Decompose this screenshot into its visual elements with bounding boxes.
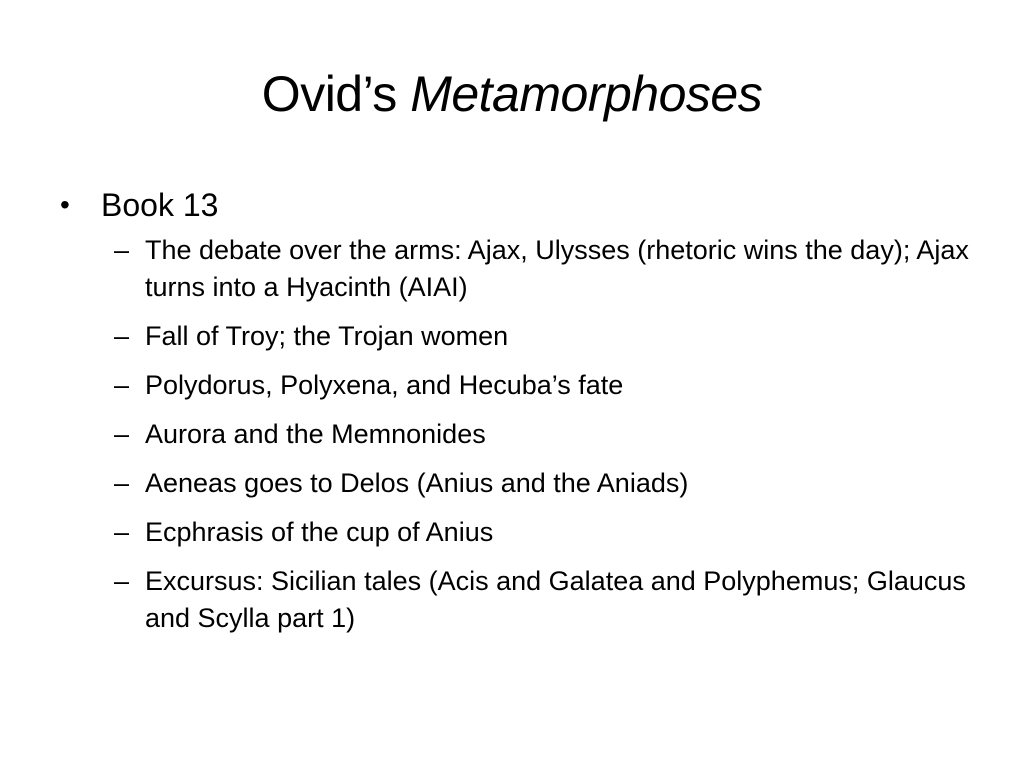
main-bullet bbox=[56, 182, 976, 228]
dash-icon: – bbox=[114, 419, 130, 449]
sub-bullet-item bbox=[56, 318, 976, 355]
slide-title bbox=[0, 62, 1024, 126]
dash-icon: – bbox=[114, 370, 130, 400]
dash-icon: – bbox=[114, 468, 130, 498]
sub-bullet-text: Aurora and the Memnonides bbox=[145, 419, 486, 449]
sub-bullet-text: Fall of Troy; the Trojan women bbox=[145, 321, 509, 351]
title-italic: Metamorphoses bbox=[410, 66, 763, 122]
sub-bullet-item bbox=[56, 367, 976, 404]
sub-bullet-item bbox=[56, 514, 976, 551]
main-bullet-text: Book 13 bbox=[101, 187, 219, 223]
dash-icon: – bbox=[114, 566, 130, 596]
sub-bullet-item bbox=[56, 232, 976, 306]
dash-icon: – bbox=[114, 321, 130, 351]
sub-bullet-text: Excursus: Sicilian tales (Acis and Galatea and Polyphemus; Glaucus and Scylla part 1) bbox=[145, 566, 966, 633]
sub-bullet-text: The debate over the arms: Ajax, Ulysses (rhetoric wins the day); Ajax turns into a Hyacinth (AIAI) bbox=[145, 235, 969, 302]
sub-bullet-text: Aeneas goes to Delos (Anius and the Aniads) bbox=[145, 468, 689, 498]
title-prefix: Ovid’s bbox=[261, 66, 411, 122]
sub-bullet-list bbox=[56, 232, 976, 637]
sub-bullet-text: Polydorus, Polyxena, and Hecuba’s fate bbox=[145, 370, 624, 400]
sub-bullet-item bbox=[56, 465, 976, 502]
dash-icon: – bbox=[114, 235, 130, 265]
dash-icon: – bbox=[114, 517, 130, 547]
sub-bullet-item bbox=[56, 563, 976, 637]
bullet-dot-icon: • bbox=[60, 189, 70, 220]
sub-bullet-item bbox=[56, 416, 976, 453]
sub-bullet-text: Ecphrasis of the cup of Anius bbox=[145, 517, 494, 547]
slide-body bbox=[56, 182, 976, 649]
